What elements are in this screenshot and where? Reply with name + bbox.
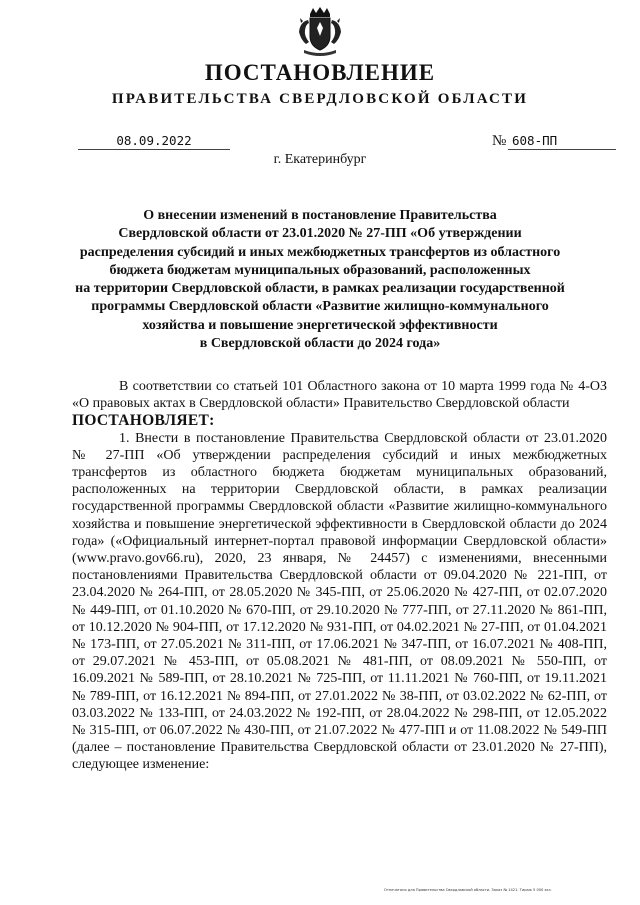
issuing-authority: ПРАВИТЕЛЬСТВА СВЕРДЛОВСКОЙ ОБЛАСТИ <box>111 91 529 107</box>
heading-line: распределения субсидий и иных межбюджетных трансфертов из областного <box>79 244 561 260</box>
print-imprint: Отпечатано для Правительства Свердловской области. Заказ № 1421. Тираж 5 000 экз. <box>384 888 552 892</box>
heading-line: Свердловской области от 23.01.2020 № 27-ПП «Об утверждении <box>118 226 522 242</box>
document-date: 08.09.2022 <box>78 133 230 150</box>
heading-line: на территории Свердловской области, в рамках реализации государственной <box>75 281 565 297</box>
document-type-title: ПОСТАНОВЛЕНИЕ <box>204 60 436 85</box>
resolve-heading: ПОСТАНОВЛЯЕТ: <box>72 412 215 430</box>
city: г. Екатеринбург <box>273 152 367 167</box>
coat-of-arms-icon <box>294 6 346 58</box>
heading-line: бюджета бюджетам муниципальных образований, расположенных <box>109 262 531 278</box>
item-1-paragraph: 1. Внести в постановление Правительства Свердловской области от 23.01.2020 № 27-ПП «Об утверждении распределения субсидий и иных межбюджетных трансфертов из областного бюджета бюджетам муниципальных образований, расположенных на территории Свердловской области, в рамках реализации государственной программы Свердловской области «Развитие жилищно-коммунального хозяйства и повышение энергетической эффективности в Свердловской области до 2024 года» («Официальный интернет-портал правовой информации Свердловской области» (www.pravo.gov66.ru), 2020, 23 января, № 24457) с изменениями, внесенными постановлениями Правительства Свердловской области от 09.04.2020 № 221-ПП, от 23.04.2020 № 264-ПП, от 28.05.2020 № 345-ПП, от 25.06.2020 № 427-ПП, от 02.07.2020 № 449-ПП, от 01.10.2020 № 670-ПП, от 29.10.2020 № 777-ПП, от 27.11.2020 № 861-ПП, от 10.12.2020 № 904-ПП, от 17.12.2020 № 931-ПП, от 04.02.2021 № 27-ПП, от 01.04.2021 № 173-ПП, от 27.05.2021 № 311-ПП, от 17.06.2021 № 347-ПП, от 16.07.2021 № 408-ПП, от 29.07.2021 № 453-ПП, от 05.08.2021 № 481-ПП, от 08.09.2021 № 550-ПП, от 16.09.2021 № 589-ПП, от 28.10.2021 № 725-ПП, от 11.11.2021 № 760-ПП, от 19.11.2021 № 789-ПП, от 16.12.2021 № 894-ПП, от 27.01.2022 № 38-ПП, от 03.02.2022 № 62-ПП, от 03.03.2022 № 133-ПП, от 24.03.2022 № 192-ПП, от 28.04.2022 № 298-ПП, от 12.05.2022 № 315-ПП, от 06.07.2022 № 430-ПП, от 21.07.2022 № 477-ПП и от 11.08.2022 № 549-ПП (далее – постановление Правительства Свердловской области от 23.01.2020 № 27-ПП), следующее изменение: <box>72 430 607 773</box>
heading-line: О внесении изменений в постановление Правительства <box>143 208 497 223</box>
heading-line: программы Свердловской области «Развитие жилищно-коммунального <box>91 299 549 315</box>
document-number: 608-ПП <box>508 133 616 150</box>
document-body <box>72 378 607 774</box>
document-heading <box>60 207 580 353</box>
heading-line: в Свердловской области до 2024 года» <box>199 336 441 352</box>
number-sign: № <box>492 133 507 149</box>
preamble-paragraph: В соответствии со статьей 101 Областного закона от 10 марта 1999 года № 4-ОЗ «О правовых актах в Свердловской области» Правительство Свердловской области <box>72 379 607 412</box>
heading-line: хозяйства и повышение энергетической эффективности <box>142 317 498 333</box>
